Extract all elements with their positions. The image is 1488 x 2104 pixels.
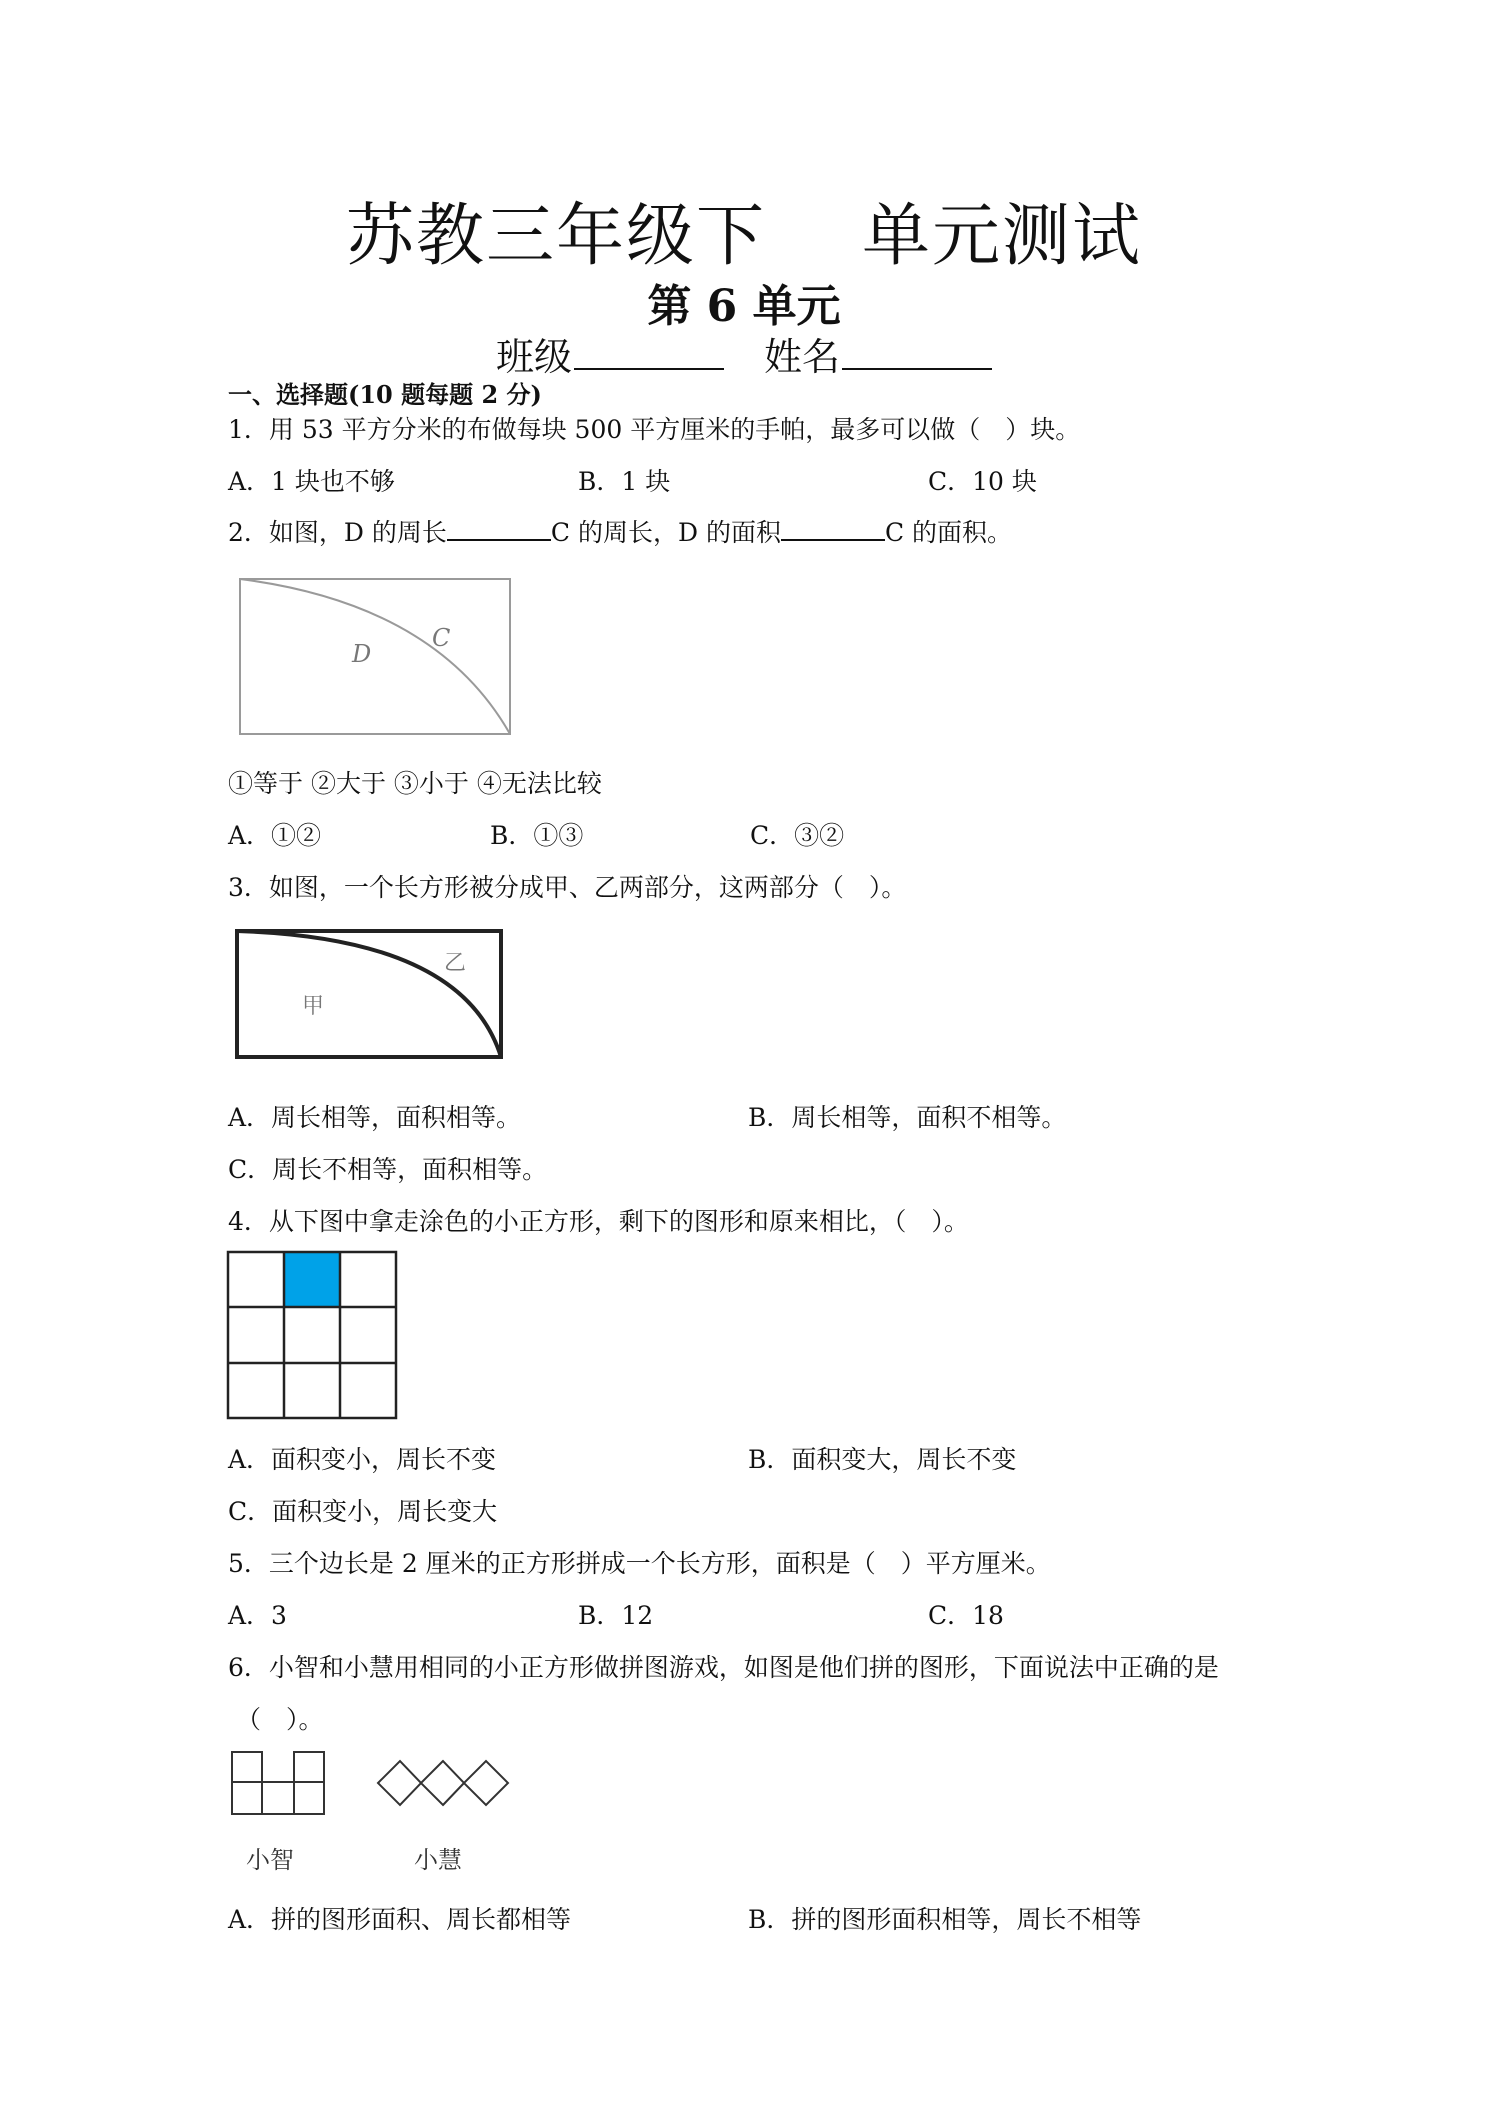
question-3-text: 3．如图，一个长方形被分成甲、乙两部分，这两部分（ ）。	[228, 873, 907, 902]
q2-choices: ①等于 ②大于 ③小于 ④无法比较	[228, 769, 602, 798]
q6-xiaozhi-figure	[230, 1750, 326, 1818]
title-right: 单元测试	[862, 197, 1143, 276]
q2-option-a[interactable]: A．①②	[228, 821, 322, 850]
q1-option-a[interactable]: A．1 块也不够	[228, 467, 395, 496]
q2-option-b[interactable]: B．①③	[490, 821, 584, 850]
q3-option-a[interactable]: A．周长相等，面积相等。	[228, 1103, 522, 1132]
q2-text-c: C 的面积。	[884, 518, 1013, 547]
title-left: 苏教三年级下	[345, 197, 766, 276]
q6-xiaozhi-shape	[232, 1752, 324, 1814]
q6-label-xiaozhi: 小智	[246, 1846, 294, 1874]
q6-label-xiaohui: 小慧	[414, 1846, 462, 1874]
question-5-text: 5．三个边长是 2 厘米的正方形拼成一个长方形，面积是（ ）平方厘米。	[228, 1549, 1051, 1578]
q4-option-a[interactable]: A．面积变小，周长不变	[228, 1445, 497, 1474]
q3-option-c[interactable]: C．周长不相等，面积相等。	[228, 1155, 548, 1184]
q4-option-c[interactable]: C．面积变小，周长变大	[228, 1497, 498, 1526]
q3-label-jia: 甲	[302, 994, 325, 1019]
q3-curve	[237, 931, 501, 1057]
q6-xiaohui-shape	[378, 1761, 508, 1805]
q6-option-a[interactable]: A．拼的图形面积、周长都相等	[228, 1905, 572, 1934]
q5-option-b[interactable]: B．12	[578, 1601, 654, 1630]
q2-blank-2[interactable]	[781, 519, 885, 541]
class-blank[interactable]	[574, 338, 724, 370]
q3-figure	[234, 928, 508, 1062]
question-6-text-line2: （ ）。	[236, 1705, 324, 1734]
q2-text-a: 2．如图，D 的周长	[228, 518, 447, 547]
q4-option-b[interactable]: B．面积变大，周长不变	[748, 1445, 1017, 1474]
q6-xiaohui-figure	[376, 1750, 510, 1824]
q3-label-yi: 乙	[444, 951, 467, 976]
unit-subtitle: 第 6 单元	[647, 281, 841, 332]
q2-curve	[240, 579, 510, 734]
q2-figure	[236, 574, 516, 740]
class-label: 班级	[495, 335, 572, 379]
question-4-text: 4．从下图中拿走涂色的小正方形，剩下的图形和原来相比，（ ）。	[228, 1207, 969, 1236]
q2-label-c: C	[432, 624, 451, 652]
class-name-row	[0, 326, 1488, 381]
name-blank[interactable]	[842, 338, 992, 370]
q1-option-c[interactable]: C．10 块	[928, 467, 1037, 496]
q4-grid-figure	[226, 1250, 398, 1420]
q2-label-d: D	[352, 640, 372, 668]
q5-option-c[interactable]: C．18	[928, 1601, 1004, 1630]
q1-option-b[interactable]: B．1 块	[578, 467, 671, 496]
q2-option-c[interactable]: C．③②	[750, 821, 845, 850]
q2-text-b: C 的周长，D 的面积	[550, 518, 781, 547]
q5-option-a[interactable]: A．3	[228, 1601, 287, 1630]
q2-blank-1[interactable]	[447, 519, 551, 541]
section-title: 一、选择题(10 题每题 2 分)	[228, 380, 542, 409]
question-2-text	[228, 513, 1012, 549]
q2-rectangle	[240, 579, 510, 734]
q4-shaded-square	[284, 1252, 340, 1307]
q6-option-b[interactable]: B．拼的图形面积相等，周长不相等	[748, 1905, 1142, 1934]
question-1-text: 1．用 53 平方分米的布做每块 500 平方厘米的手帕，最多可以做（ ）块。	[228, 415, 1081, 444]
q3-option-b[interactable]: B．周长相等，面积不相等。	[748, 1103, 1067, 1132]
page-title	[0, 182, 1488, 279]
name-label: 姓名	[764, 335, 841, 379]
question-6-text-line1: 6．小智和小慧用相同的小正方形做拼图游戏，如图是他们拼的图形，下面说法中正确的是	[228, 1653, 1219, 1682]
